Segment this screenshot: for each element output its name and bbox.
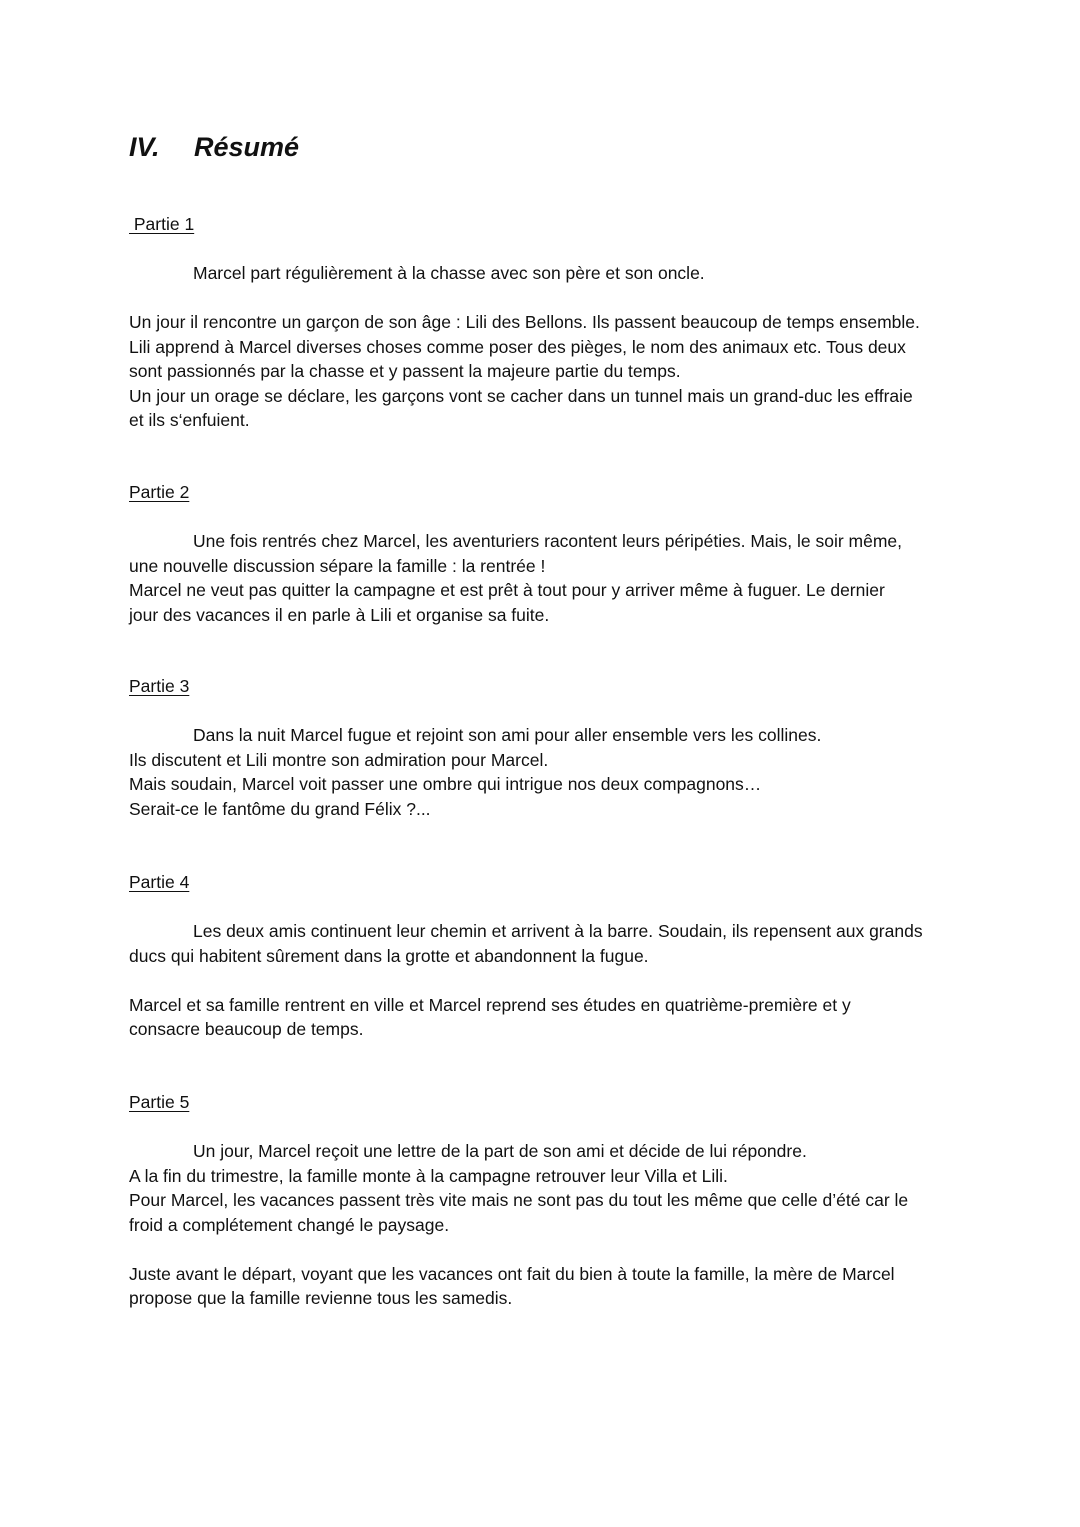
part-1-title: Partie 1 — [129, 214, 195, 234]
part-4-title: Partie 4 — [129, 872, 190, 892]
part-5-paragraph-1: Un jour, Marcel reçoit une lettre de la part de son ami et décide de lui répondre. A la fin du trimestre, la famille monte à la campagne retrouver leur Villa et Lili. Pour Marcel, les vacances passent très vite mais ne sont pas du tout les même que celle d’été car le froid a complétement changé le paysage. — [129, 1141, 909, 1235]
part-4-paragraph-2: Marcel et sa famille rentrent en ville et Marcel reprend ses études en quatrième-première et y consacre beaucoup de temps. — [129, 994, 851, 1039]
part-1 — [129, 212, 959, 433]
part-2-title: Partie 2 — [129, 482, 190, 502]
part-2-paragraph-1: Une fois rentrés chez Marcel, les aventuriers racontent leurs péripéties. Mais, le soir même, une nouvelle discussion sépare la famille : la rentrée ! Marcel ne veut pas quitter la campagne et est prêt à tout pour y arriver même à fuguer. Le dernier jour des vacances il en parle à Lili et organise sa fuite. — [129, 531, 903, 625]
part-5-paragraph-2: Juste avant le départ, voyant que les vacances ont fait du bien à toute la famille, la mère de Marcel propose que la famille revienne tous les samedis. — [129, 1263, 895, 1308]
part-3-title: Partie 3 — [129, 676, 190, 696]
part-3-paragraph-1: Dans la nuit Marcel fugue et rejoint son ami pour aller ensemble vers les collines. Ils discutent et Lili montre son admiration pour Marcel. Mais soudain, Marcel voit passer une ombre qui intrigue nos deux compagnons… Serait-ce le fantôme du grand Félix ?... — [129, 725, 822, 819]
part-1-paragraph-1: Marcel part régulièrement à la chasse avec son père et son oncle. — [193, 263, 705, 283]
part-2 — [129, 480, 959, 627]
part-4-paragraph-1: Les deux amis continuent leur chemin et arrivent à la barre. Soudain, ils repensent aux grands ducs qui habitent sûrement dans la grotte et abandonnent la fugue. — [129, 921, 923, 966]
section-title: Résumé — [194, 132, 300, 162]
part-1-paragraph-2: Un jour il rencontre un garçon de son âge : Lili des Bellons. Ils passent beaucoup de temps ensemble. Lili apprend à Marcel diverses choses comme poser des pièges, le nom des animaux etc. Tous deux sont passionnés par la chasse et y passent la majeure partie du temps. Un jour un orage se déclare, les garçons vont se cacher dans un tunnel mais un grand-duc les effraie et ils s‘enfuient. — [129, 312, 920, 430]
part-4 — [129, 870, 959, 1042]
part-5-title: Partie 5 — [129, 1092, 190, 1112]
section-heading — [129, 127, 299, 167]
part-3 — [129, 674, 959, 821]
section-number: IV. — [129, 132, 160, 162]
part-5 — [129, 1090, 959, 1311]
